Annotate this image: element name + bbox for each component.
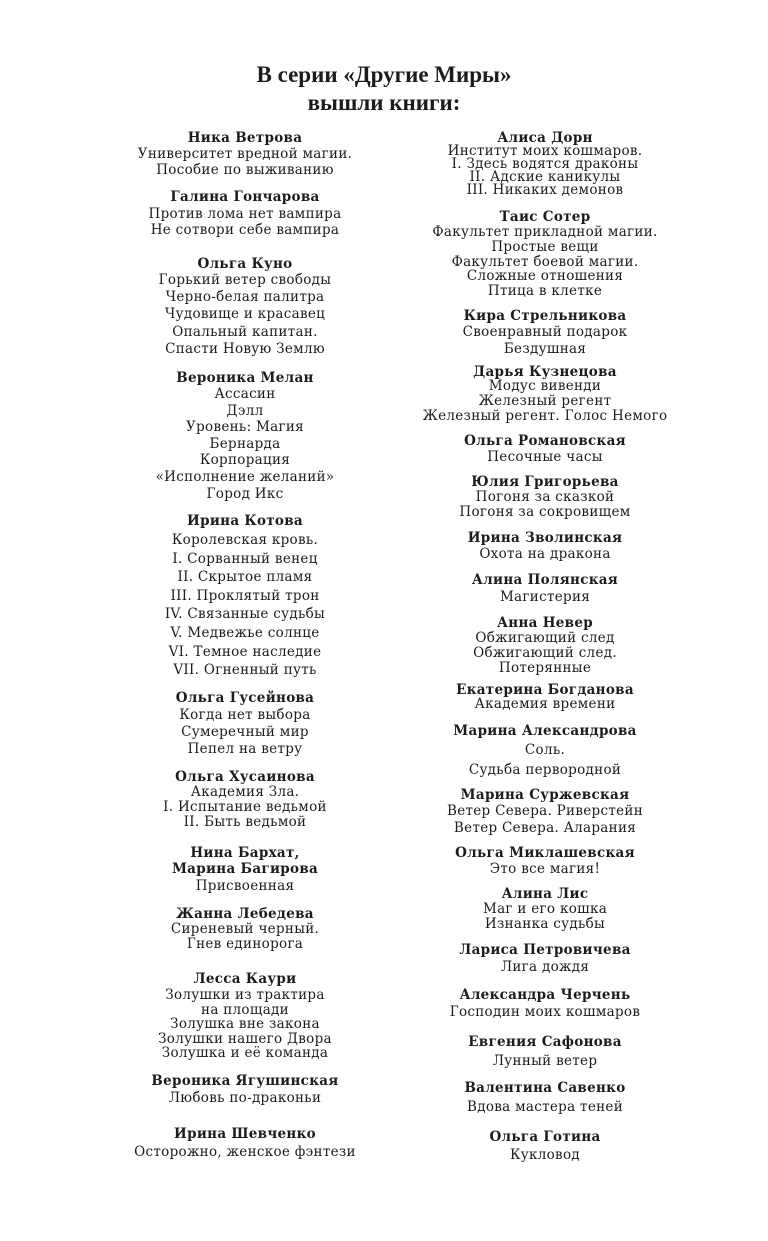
book-title: I. Сорванный венец [172,550,318,567]
book-title: Против лома нет вампира [148,206,342,222]
book-title: Факультет прикладной магии. [432,224,658,240]
book-title: Город Икс [206,485,284,502]
book-title: Королевская кровь. [171,532,319,548]
author-name: Ольга Миклашевская [455,845,635,861]
author-name: Евгения Сафонова [468,1034,622,1050]
book-title: Судьба первородной [468,762,622,778]
book-title: Своенравный подарок [462,324,628,340]
book-title: Бернарда [209,435,281,452]
book-title: Погоня за сокровищем [459,504,631,520]
book-title: Железный регент [478,393,612,409]
book-title: «Исполнение желаний» [155,469,335,485]
book-title: Простые вещи [491,238,599,255]
author-name: Нина Бархат, [190,845,300,861]
page-heading-line2: вышли книги: [307,90,461,115]
book-title: Уровень: Магия [186,419,304,436]
book-title: II. Адские каникулы [469,169,621,185]
book-title: II. Скрытое пламя [177,569,313,586]
author-name: Юлия Григорьева [471,474,619,490]
book-title: Обжигающий след. [473,645,617,661]
book-title: Железный регент. Голос Немого [422,408,668,424]
book-title: Соль. [524,742,566,758]
author-name: Таис Сотер [499,209,591,225]
book-title: Сумеречный мир [181,724,309,740]
book-title: Опальный капитан. [172,323,318,340]
book-title: IV. Связанные судьбы [164,606,326,623]
author-name: Лариса Петровичева [459,942,631,958]
book-title: Изнанка судьбы [484,916,606,932]
book-title: Университет вредной магии. [137,146,353,162]
book-title: Когда нет выбора [179,707,311,723]
book-title: Золушки нашего Двора [158,1030,332,1047]
author-name: Вероника Ягушинская [151,1073,339,1089]
book-title: на площади [201,1001,289,1018]
book-title: III. Проклятый трон [170,587,320,604]
author-name: Александра Черчень [459,987,631,1003]
author-name: Ольга Хусаинова [175,769,315,785]
book-title: Ассасин [214,386,276,402]
book-title: Черно-белая палитра [165,289,325,306]
book-title: Золушка вне закона [170,1016,320,1033]
book-title: Факультет боевой магии. [451,253,639,270]
book-title: Дэлл [226,402,264,419]
book-title: Ветер Севера. Риверстейн [446,803,644,819]
book-title: Обжигающий след [475,630,615,646]
book-title: Горький ветер свободы [158,272,332,288]
book-title: I. Здесь водятся драконы [451,156,639,172]
author-name: Ника Ветрова [187,130,303,146]
author-name: Ирина Зволинская [467,530,623,546]
book-title: Пепел на ветру [187,741,303,757]
author-name: Ольга Куно [197,256,293,272]
book-title: Лига дождя [500,959,590,975]
book-title: Потерянные [498,660,592,676]
book-title: Магистерия [499,589,591,605]
book-title: Золушка и её команда [161,1045,329,1062]
author-name: Марина Суржевская [460,787,630,803]
book-title: Маг и его кошка [482,901,608,917]
author-name: Марина Багирова [171,861,319,877]
book-title: Пособие по выживанию [156,161,334,178]
book-title: III. Никаких демонов [466,182,624,198]
book-title: Осторожно, женское фэнтези [134,1144,356,1160]
book-title: Кукловод [510,1147,580,1163]
book-title: V. Медвежье солнце [170,625,320,641]
author-name: Валентина Савенко [464,1080,626,1096]
author-name: Алина Лис [501,886,589,902]
book-title: VII. Огненный путь [173,662,317,679]
book-title: Песочные часы [487,449,603,465]
author-name: Екатерина Богданова [456,682,634,698]
book-title: Птица в клетке [487,283,603,300]
author-name: Ольга Гусейнова [175,690,315,706]
book-title: Лунный ветер [492,1053,598,1069]
book-title: Сложные отношения [466,268,624,285]
author-name: Ирина Шевченко [174,1126,316,1142]
author-name: Жанна Лебедева [176,906,314,922]
book-title: Гнев единорога [186,936,304,952]
book-title: II. Быть ведьмой [183,814,307,830]
author-name: Вероника Мелан [176,370,314,386]
book-title: Спасти Новую Землю [165,340,325,357]
book-title: Институт моих кошмаров. [447,143,643,159]
book-title: VI. Темное наследие [168,643,322,660]
book-title: Золушки из трактира [165,987,325,1003]
book-title: Академия времени [474,696,616,712]
book-title: Охота на дракона [479,546,611,562]
author-name: Алина Полянская [471,572,619,588]
book-title: Академия Зла. [190,784,300,800]
author-name: Дарья Кузнецова [473,364,617,380]
book-title: Вдова мастера теней [467,1099,623,1115]
author-name: Алиса Дорн [497,130,593,146]
book-title: Ветер Севера. Аларания [453,820,637,836]
book-title: Господин моих кошмаров [449,1004,641,1020]
author-name: Галина Гончарова [170,189,320,205]
book-title: I. Испытание ведьмой [163,799,327,815]
author-name: Ирина Котова [187,513,303,529]
author-name: Лесса Каури [193,971,297,987]
page-heading-line1: В серии «Другие Миры» [256,62,512,87]
author-name: Ольга Романовская [464,433,626,449]
book-title: Бездушная [503,341,587,357]
book-title: Это все магия! [489,861,601,877]
author-name: Анна Невер [497,615,593,631]
author-name: Ольга Готина [489,1129,601,1145]
book-title: Чудовище и красавец [164,306,326,323]
author-name: Марина Александрова [453,723,637,739]
book-title: Присвоенная [195,878,295,894]
book-title: Погоня за сказкой [475,489,615,505]
book-title: Модус вивенди [488,378,602,394]
book-title: Корпорация [199,452,291,469]
book-title: Не сотвори себе вампира [150,222,340,238]
author-name: Кира Стрельникова [463,308,627,324]
book-title: Сиреневый черный. [170,921,320,937]
book-title: Любовь по-драконьи [168,1090,322,1106]
